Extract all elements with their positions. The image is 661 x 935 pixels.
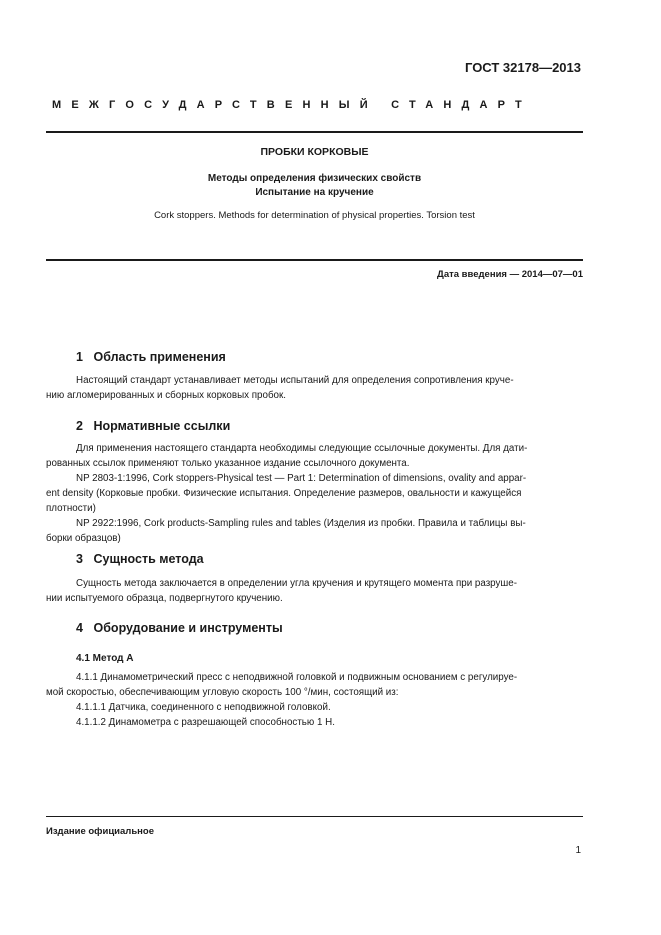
- section-number: 3: [76, 552, 83, 566]
- text-line: мой скоростью, обеспечивающим угловую скорость 100 °/мин, состоящий из:: [46, 687, 399, 698]
- section-title: Нормативные ссылки: [93, 419, 231, 433]
- text-line: 4.1.1 Динамометрический пресс с неподвижной головкой и подвижным основанием с регулируе-: [76, 672, 518, 683]
- section-1-heading: [76, 350, 586, 364]
- section-title: Оборудование и инструменты: [93, 621, 283, 635]
- section-number: 1: [76, 350, 83, 364]
- section-4-heading: [76, 621, 586, 635]
- section-2-heading: [76, 419, 586, 433]
- section-1-text: [46, 373, 582, 403]
- interstate-standard-label: МЕЖГОСУДАРСТВЕННЫЙ СТАНДАРТ: [52, 99, 532, 111]
- text-line: 4.1.1.2 Динамометра с разрешающей способностью 1 Н.: [76, 717, 335, 728]
- english-title: Cork stoppers. Methods for determination of physical properties. Torsion test: [154, 210, 475, 221]
- text-line: Сущность метода заключается в определении угла кручения и крутящего момента при разруше-: [76, 578, 517, 589]
- document-title: ПРОБКИ КОРКОВЫЕ: [260, 146, 369, 158]
- text-line: ent density (Корковые пробки. Физические испытания. Определение размеров, овальности и кажущейся: [46, 488, 522, 499]
- text-line: плотности): [46, 503, 96, 514]
- text-line: борки образцов): [46, 533, 121, 544]
- section-3-heading: [76, 552, 586, 566]
- page-number: 1: [575, 845, 581, 856]
- footer-rule: [46, 816, 583, 817]
- section-title: Область применения: [93, 350, 226, 364]
- title-rule: [46, 259, 583, 261]
- introduction-date: Дата введения — 2014—07—01: [437, 269, 583, 280]
- section-2-text: [46, 441, 582, 546]
- text-line: Настоящий стандарт устанавливает методы испытаний для определения сопротивления круче-: [76, 375, 514, 386]
- text-line: NP 2803-1:1996, Cork stoppers-Physical test — Part 1: Determination of dimensions, ovality and appar-: [76, 473, 527, 484]
- subtitle-line: Испытание на кручение: [255, 187, 374, 198]
- text-line: Для применения настоящего стандарта необходимы следующие ссылочные документы. Для дати-: [76, 443, 528, 454]
- official-edition-label: Издание официальное: [46, 826, 154, 837]
- header-rule: [46, 131, 583, 133]
- section-title: Сущность метода: [93, 552, 204, 566]
- gost-number: ГОСТ 32178—2013: [465, 60, 581, 75]
- text-line: 4.1.1.1 Датчика, соединенного с неподвижной головкой.: [76, 702, 331, 713]
- section-3-text: [46, 576, 582, 606]
- section-number: 4: [76, 621, 83, 635]
- text-line: нии испытуемого образца, подвергнутого кручению.: [46, 593, 283, 604]
- subtitle-line: Методы определения физических свойств: [207, 173, 422, 184]
- text-line: NP 2922:1996, Cork products-Sampling rules and tables (Изделия из пробки. Правила и таблицы вы-: [76, 518, 526, 529]
- text-line: нию агломерированных и сборных корковых пробок.: [46, 390, 287, 401]
- document-subtitle: [46, 172, 583, 200]
- subsection-4-1-heading: 4.1 Метод А: [76, 653, 134, 664]
- section-4-text: [46, 670, 582, 730]
- section-number: 2: [76, 419, 83, 433]
- text-line: рованных ссылок применяют только указанное издание ссылочного документа.: [46, 458, 410, 469]
